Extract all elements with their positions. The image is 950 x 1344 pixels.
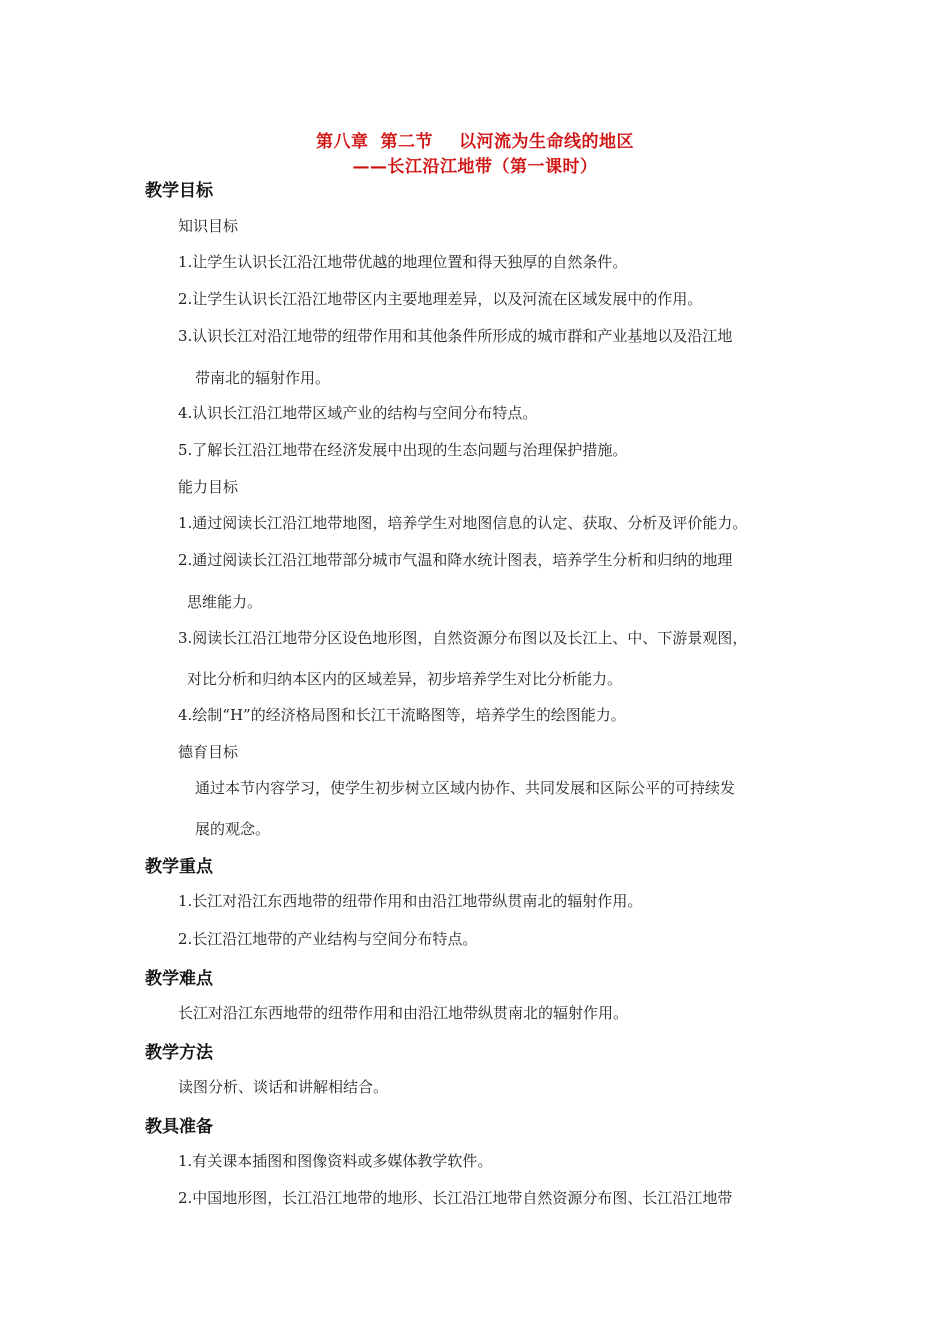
method-text: 读图分析、谈话和讲解相结合。 (178, 1078, 389, 1096)
goals-heading: 教学目标 (145, 181, 213, 201)
document-subtitle: ——长江沿江地带（第一课时） (352, 157, 598, 177)
ability-goal-2-continued: 思维能力。 (187, 593, 263, 611)
ability-goal-3-continued: 对比分析和归纳本区内的区域差异，初步培养学生对比分析能力。 (187, 670, 623, 688)
moral-goal-continued: 展的观念。 (195, 820, 271, 838)
difficulty-text: 长江对沿江东西地带的纽带作用和由沿江地带纵贯南北的辐射作用。 (178, 1004, 629, 1022)
ability-goal-1: 1.通过阅读长江沿江地带地图，培养学生对地图信息的认定、获取、分析及评价能力。 (178, 514, 748, 532)
tools-heading: 教具准备 (145, 1117, 213, 1137)
knowledge-goal-4: 4.认识长江沿江地带区域产业的结构与空间分布特点。 (178, 404, 538, 422)
title-topic: 以河流为生命线的地区 (459, 132, 634, 152)
knowledge-goal-1: 1.让学生认识长江沿江地带优越的地理位置和得天独厚的自然条件。 (178, 253, 628, 271)
ability-goal-4: 4.绘制“H”的经济格局图和长江干流略图等，培养学生的绘图能力。 (178, 706, 626, 724)
keypoints-heading: 教学重点 (145, 857, 213, 877)
moral-goal: 通过本节内容学习，使学生初步树立区域内协作、共同发展和区际公平的可持续发 (195, 779, 736, 797)
knowledge-goal-3-continued: 带南北的辐射作用。 (195, 369, 331, 387)
tool-1: 1.有关课本插图和图像资料或多媒体教学软件。 (178, 1152, 493, 1170)
knowledge-goal-3: 3.认识长江对沿江地带的纽带作用和其他条件所形成的城市群和产业基地以及沿江地 (178, 327, 733, 345)
moral-goals-label: 德育目标 (178, 743, 239, 761)
ability-goal-3: 3.阅读长江沿江地带分区设色地形图，自然资源分布图以及长江上、中、下游景观图， (178, 629, 748, 647)
ability-goal-2: 2.通过阅读长江沿江地带部分城市气温和降水统计图表，培养学生分析和归纳的地理 (178, 551, 733, 569)
knowledge-goals-label: 知识目标 (178, 217, 239, 235)
ability-goals-label: 能力目标 (178, 478, 239, 496)
tool-2: 2.中国地形图，长江沿江地带的地形、长江沿江地带自然资源分布图、长江沿江地带 (178, 1189, 733, 1207)
difficulty-heading: 教学难点 (145, 969, 213, 989)
document-title (0, 127, 950, 152)
title-chapter: 第八章 (316, 132, 369, 152)
keypoint-2: 2.长江沿江地带的产业结构与空间分布特点。 (178, 930, 478, 948)
keypoint-1: 1.长江对沿江东西地带的纽带作用和由沿江地带纵贯南北的辐射作用。 (178, 892, 643, 910)
knowledge-goal-5: 5.了解长江沿江地带在经济发展中出现的生态问题与治理保护措施。 (178, 441, 628, 459)
title-section: 第二节 (380, 132, 433, 152)
knowledge-goal-2: 2.让学生认识长江沿江地带区内主要地理差异，以及河流在区域发展中的作用。 (178, 290, 703, 308)
method-heading: 教学方法 (145, 1043, 213, 1063)
